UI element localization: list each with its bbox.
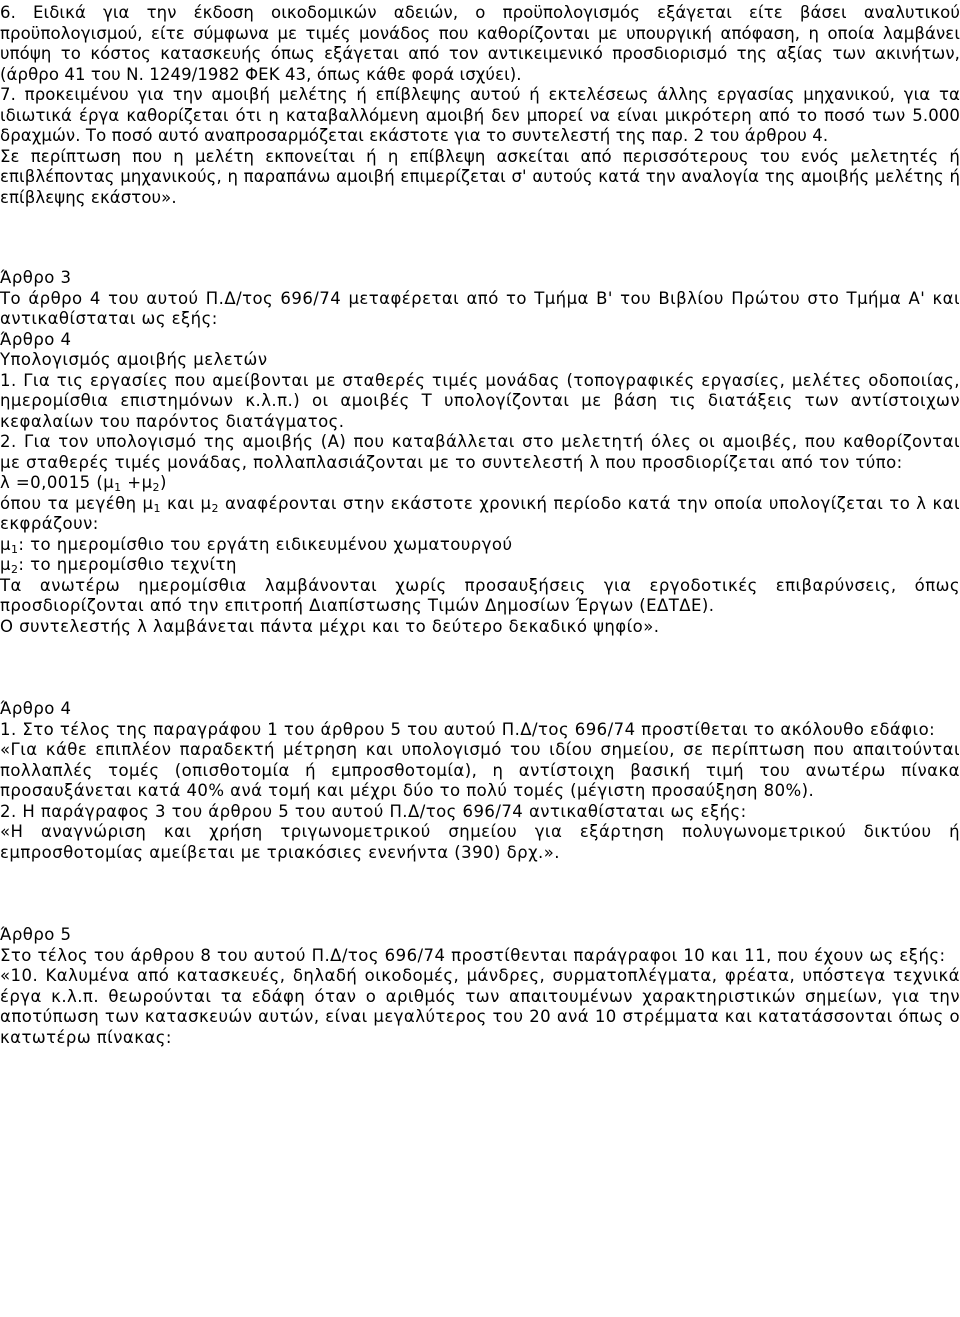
wages-paragraph: Τα ανωτέρω ημερομίσθια λαμβάνονται χωρίς προσαυξήσεις για εργοδοτικές επιβαρύνσεις, όπως προσδιορίζονται από την επιτροπή Διαπίστωσης Τιμών Δημοσίων Έργων (ΕΔΤΔΕ). — [0, 575, 960, 615]
lambda-formula: λ =0,0015 $(\mu_1 +\mu_2)$ — [0, 473, 167, 494]
article-4-quote-2: «Η αναγνώριση και χρήση τριγωνομετρικού σημείου για εξάρτηση πολυγωνομετρικού δικτύου ή εμπροσθοτομίας αμείβεται με τριακόσιες ενενήντα (390) δρχ.». — [0, 822, 960, 862]
section-article-4 — [0, 699, 960, 863]
article-4-heading: Άρθρο 4 — [0, 699, 72, 718]
paragraph-7: 7. προκειμένου για την αμοιβή μελέτης ή επίβλεψης αυτού ή εκτελέσεως άλλης εργασίας μηχανικού, για τα ιδιωτικά έργα καθορίζεται ότι η καταβαλλόμενη αμοιβή δεν μπορεί να είναι μικρότερη από το ποσό των 5.000 δραχμών. Το ποσό αυτό αναπροσαρμόζεται εκάστοτε για το συντελεστή της παρ. 2 του άρθρου 4. — [0, 85, 960, 145]
article-3-heading: Άρθρο 3 — [0, 268, 72, 287]
article-5-paragraph-10: «10. Καλυμένα από κατασκευές, δηλαδή οικοδομές, μάνδρες, συρματοπλέγματα, φρέατα, υπόστεγα τεχνικά έργα κ.λ.π. θεωρούνται τα εδάφη όταν ο αριθμός των απαιτουμένων χαρακτηριστικών σημείων, για την αποτύπωση των κατασκευών αυτών, είναι μεγαλύτερος του 20 ανά 10 στρέμματα και κατατάσσονται όπως ο κατωτέρω πίνακας: — [0, 966, 960, 1047]
article-3-intro: Το άρθρο 4 του αυτού Π.Δ/τος 696/74 μεταφέρεται από το Τμήμα Β' του Βιβλίου Πρώτου στο Τμήμα Α' και αντικαθίσταται ως εξής: — [0, 288, 960, 328]
mu-definition-intro: όπου τα μεγέθη $\mu_1$ και $\mu_2$ αναφέρονται στην εκάστοτε χρονική περίοδο κατά την οποία υπολογίζεται το λ και εκφράζουν: — [0, 493, 960, 533]
mu2-definition: $\mu_2$: το ημερομίσθιο τεχνίτη — [0, 555, 237, 576]
section-article-5 — [0, 925, 960, 1048]
section-article-2-tail — [0, 3, 960, 208]
article-4-subtitle: Υπολογισμός αμοιβής μελετών — [0, 350, 268, 369]
coefficient-paragraph: Ο συντελεστής λ λαμβάνεται πάντα μέχρι και το δεύτερο δεκαδικό ψηφίο». — [0, 616, 660, 636]
section-article-3 — [0, 268, 960, 637]
article-4-amend-1: 1. Στο τέλος της παραγράφου 1 του άρθρου 5 του αυτού Π.Δ/τος 696/74 προστίθεται το ακόλουθο εδάφιο: — [0, 719, 936, 739]
article-4-quote-1: «Για κάθε επιπλέον παραδεκτή μέτρηση και υπολογισμό του ιδίου σημείου, σε περίπτωση που απαιτούνται πολλαπλές τομές (οπισθοτομία ή εμπροσθοτομία), η αντίστοιχη βασική τιμή του ανωτέρω πίνακα προσαυξάνεται κατά 40% ανά τομή και μέχρι δύο το πολύ τομές (μέγιστη προσαύξηση 80%). — [0, 740, 960, 800]
article-5-heading: Άρθρο 5 — [0, 925, 72, 944]
article-4-subheading: Άρθρο 4 — [0, 329, 72, 349]
article-4-amend-2: 2. Η παράγραφος 3 του άρθρου 5 του αυτού Π.Δ/τος 696/74 αντικαθίσταται ως εξής: — [0, 801, 747, 821]
paragraph-multiple-engineers: Σε περίπτωση που η μελέτη εκπονείται ή η επίβλεψη ασκείται από περισσότερους του ενός μελετητές ή επιβλέποντας μηχανικούς, η παραπάνω αμοιβή επιμερίζεται σ' αυτούς κατά την αναλογία της αμοιβής μελέτης ή επίβλεψης εκάστου». — [0, 146, 960, 207]
article-4-item-1: 1. Για τις εργασίες που αμείβονται με σταθερές τιμές μονάδας (τοπογραφικές εργασίες, μελέτες οδοποιίας, ημερομίσθια επιστημόνων κ.λ.π.) οι αμοιβές Τ υπολογίζονται με βάση τις διατάξεις των αντίστοιχων κεφαλαίων του παρόντος διατάγματος. — [0, 370, 960, 431]
article-5-intro: Στο τέλος του άρθρου 8 του αυτού Π.Δ/τος 696/74 προστίθενται παράγραφοι 10 και 11, που έχουν ως εξής: — [0, 945, 946, 965]
paragraph-6: 6. Ειδικά για την έκδοση οικοδομικών αδειών, ο προϋπολογισμός εξάγεται είτε βάσει αναλυτικού προϋπολογισμού, είτε σύμφωνα με τιμές μονάδος που καθορίζονται με υπουργική απόφαση, η οποία λαμβάνει υπόψη το κόστος κατασκευής όπως εξάγεται από τον αντικειμενικό προσδιορισμό της αξίας των ακινήτων, (άρθρο 41 του Ν. 1249/1982 ΦΕΚ 43, όπως κάθε φορά ισχύει). — [0, 3, 960, 84]
mu1-definition: $\mu_1$: το ημερομίσθιο του εργάτη ειδικευμένου χωματουργού — [0, 534, 513, 556]
article-4-item-2: 2. Για τον υπολογισμό της αμοιβής (Α) που καταβάλλεται στο μελετητή όλες οι αμοιβές, που καθορίζονται με σταθερές τιμές μονάδας, πολλαπλασιάζονται με το συντελεστή λ που προσδιορίζεται από τον τύπο: — [0, 432, 960, 472]
